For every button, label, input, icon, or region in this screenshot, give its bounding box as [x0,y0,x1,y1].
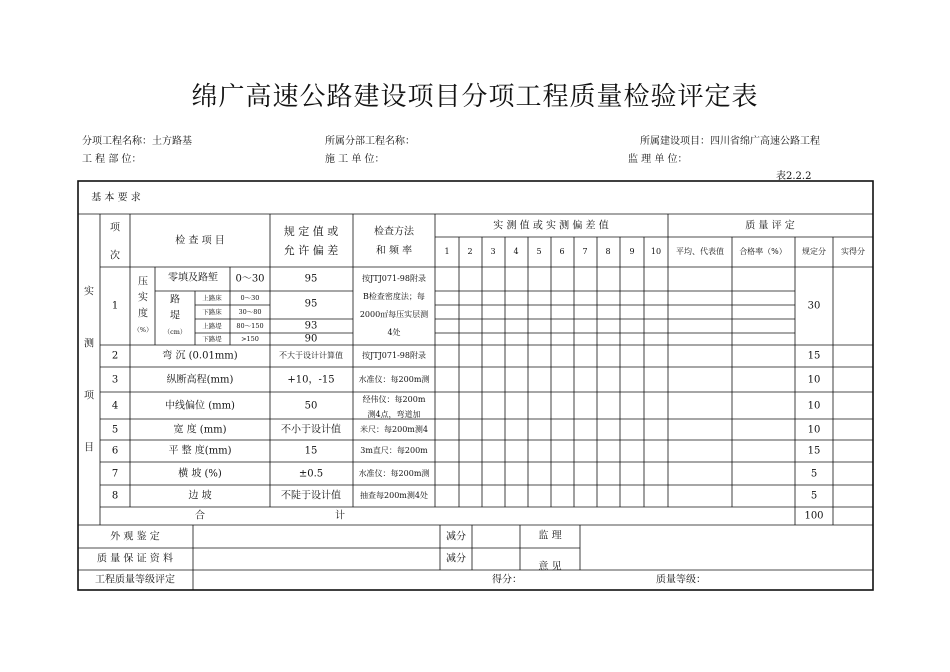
row-score: 10 [807,400,821,412]
measure-column-headers [444,247,661,256]
supervisor-label: 监 理 单 位： [628,154,688,165]
row-score: 10 [807,374,821,386]
measure-col-10: 10 [650,247,662,256]
row-method: 按JTJ071-98附录 [362,351,426,360]
row-3 [112,373,821,386]
compaction-label-2: 实 [138,292,148,304]
vertical-label-3: 项 [84,390,94,402]
compaction-method-4: 4处 [387,328,401,337]
row-spec: 50 [304,400,318,412]
header-measured: 实 测 值 或 实 测 偏 差 值 [493,220,609,232]
appearance-deduct-label: 减分 [446,531,466,543]
fill-range: 0～30 [235,273,265,285]
header-check-item: 检 查 项 目 [175,235,225,247]
row-no: 8 [111,490,119,502]
compaction-unit: （%） [133,326,153,334]
appearance-label: 外 观 鉴 定 [110,531,160,543]
row-score: 15 [807,350,821,362]
row-spec: +10，-15 [287,374,335,386]
compaction-method-3: 2000㎡每压实层测 [359,310,429,319]
row-item: 中线偏位 (mm) [165,400,235,412]
compaction-label-3: 度 [138,308,148,320]
compaction-label-1: 压 [138,276,148,288]
row-method-cut: 测4点，弯道加 [367,410,421,419]
row-spec: 不大于设计计算值 [279,351,343,360]
total-label-2: 计 [335,510,345,522]
row-item: 平 整 度(mm) [168,445,232,457]
fill-label: 零填及路堑 [168,272,218,284]
quality-grade-label: 质量等级： [656,574,706,586]
sub-range-3: 80～150 [236,322,264,330]
row-spec: ±0.5 [298,468,324,480]
header-method-1: 检查方法 [374,226,414,238]
measure-col-4: 4 [513,247,519,256]
row-8 [112,489,817,502]
page-title: 绵广高速公路建设项目分项工程质量检验评定表 [191,82,759,112]
header-spec-1: 规 定 值 或 [283,225,339,238]
form-number: 表2.2.2 [776,171,812,182]
header-item-no-1: 项 [110,222,120,234]
score-label: 得分： [492,574,522,586]
measure-col-2: 2 [467,247,473,256]
docs-deduct-label: 减分 [446,553,466,565]
row-7 [112,467,817,480]
supervisor-opinion-2: 意 见 [538,561,562,573]
row-score: 5 [810,490,818,502]
eval-column-headers [676,246,865,256]
row-score: 15 [807,445,821,457]
row-method: 抽查每200m测4处 [360,491,428,500]
row-method: 经伟仪：每200m [362,395,426,404]
sub-project-name: 分项工程名称：土方路基 [82,136,192,147]
compaction-method-2: B检查密度法；每 [363,292,425,301]
construction-project: 所属建设项目：四川省绵广高速公路工程 [640,136,820,147]
basic-requirements-label: 基 本 要 求 [91,192,141,204]
compaction-no: 1 [111,300,119,312]
total-score: 100 [804,510,824,522]
measure-col-8: 8 [605,247,611,256]
row-no: 7 [111,468,119,480]
measure-col-7: 7 [582,247,588,256]
sub-spec-3: 93 [304,320,318,332]
contractor-label: 施 工 单 位： [325,154,385,165]
row-spec: 15 [304,445,318,457]
row-method: 水准仪：每200m测 [358,375,430,384]
sub-spec-4: 90 [304,333,318,345]
embankment-label-2: 堤 [170,310,180,322]
row-score: 5 [810,468,818,480]
sub-range-1: 0～30 [240,294,260,302]
fill-spec: 95 [304,273,318,285]
header-method-2: 和 频 率 [375,245,413,257]
sub-part-3: 上路堤 [202,322,222,330]
eval-col-average: 平均、代表值 [676,247,724,256]
header-quality-eval: 质 量 评 定 [745,220,795,232]
row-spec: 不小于设计值 [281,424,341,436]
eval-col-actual-score: 实得分 [841,247,865,256]
row-5 [112,423,821,436]
row-no: 5 [111,424,119,436]
site-label: 工 程 部 位： [82,154,142,165]
row-no: 6 [111,445,119,457]
row-6 [112,444,821,457]
sub-spec-1: 95 [304,298,318,310]
row-method: 3m直尺：每200m [360,446,428,455]
row-method: 米尺：每200m测4 [360,425,428,434]
sub-part-1: 上路床 [202,294,222,302]
sub-part-2: 下路床 [202,308,222,316]
header-item-no-2: 次 [110,250,120,262]
measure-col-1: 1 [444,247,450,256]
vertical-label-1: 实 [84,286,94,298]
row-item: 宽 度 (mm) [173,424,227,436]
vertical-label-2: 测 [84,338,94,350]
parent-project-name: 所属分部工程名称： [325,136,415,147]
header-spec-2: 允 许 偏 差 [283,244,339,257]
measure-col-9: 9 [629,247,635,256]
grade-label: 工程质量等级评定 [95,574,175,586]
row-no: 4 [111,400,119,412]
compaction-score: 30 [807,300,821,312]
row-item: 边 坡 [188,490,212,502]
row-4 [112,394,821,420]
sub-part-4: 下路堤 [202,335,222,343]
sub-range-4: >150 [241,335,259,343]
row-score: 10 [807,424,821,436]
row-spec: 不陡于设计值 [281,490,341,502]
supervisor-opinion-1: 监 理 [538,530,562,542]
measure-col-5: 5 [536,247,542,256]
total-label-1: 合 [195,510,205,522]
row-method: 水准仪：每200m测 [358,469,430,478]
row-2 [112,349,821,362]
embankment-label-1: 路 [170,294,180,306]
sub-range-2: 30～80 [238,308,262,316]
compaction-method-1: 按JTJ071-98附录 [362,274,426,283]
row-item: 纵断高程(mm) [166,374,234,386]
measure-col-6: 6 [559,247,565,256]
embankment-unit: （cm） [163,328,187,336]
vertical-label-4: 目 [84,442,94,454]
eval-col-spec-score: 规定分 [802,247,826,256]
docs-label: 质 量 保 证 资 料 [97,553,173,565]
row-no: 3 [111,374,119,386]
eval-col-pass-rate: 合格率（%） [739,247,787,256]
row-no: 2 [111,350,119,362]
row-item: 横 坡 (%) [178,468,222,480]
row-item: 弯 沉 (0.01mm) [162,350,238,362]
measure-col-3: 3 [490,247,496,256]
